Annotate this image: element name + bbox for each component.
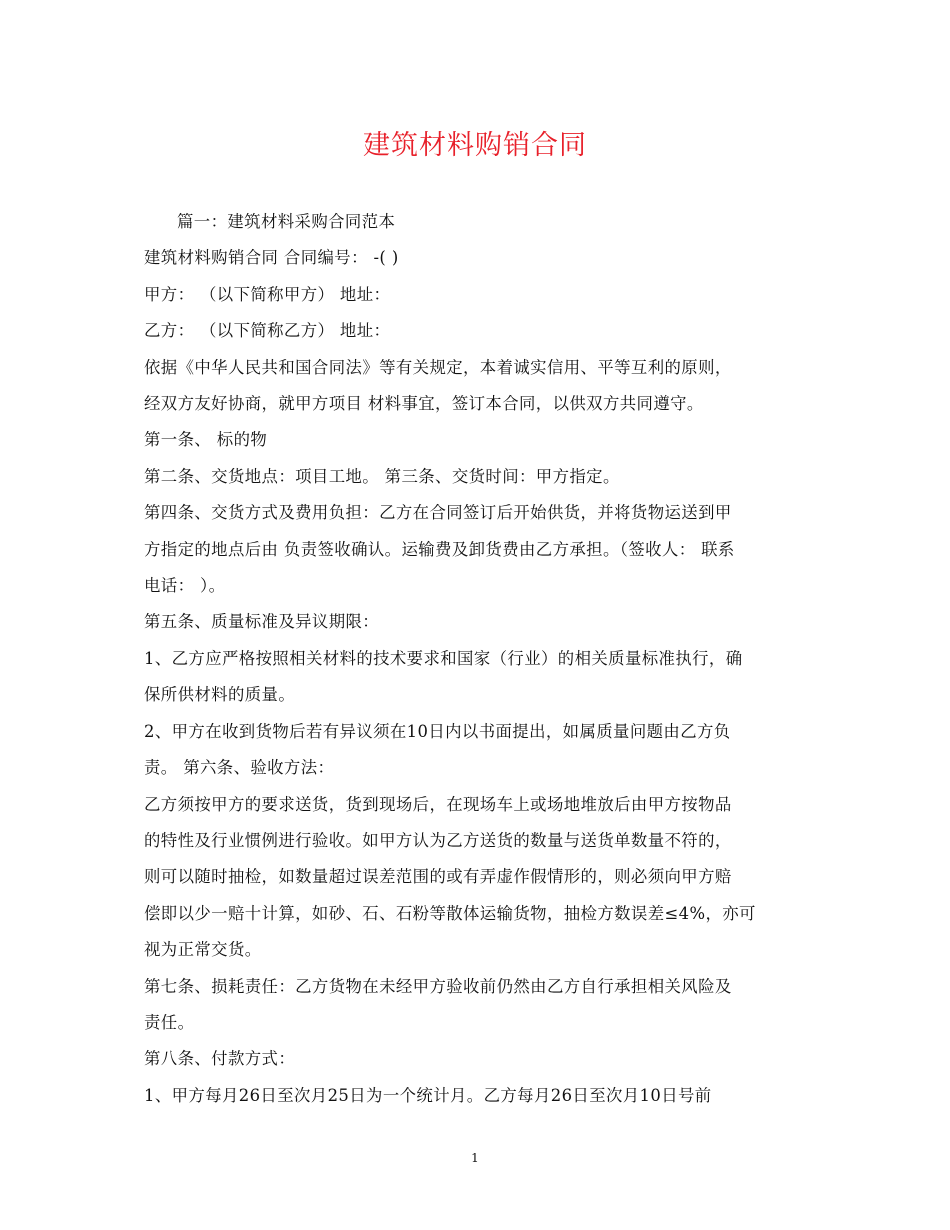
page-number: 1 — [471, 1151, 479, 1165]
clause-line: 第二条、交货地点：项目工地。 第三条、交货时间：甲方指定。 — [144, 466, 620, 486]
clause-line: 第四条、交货方式及费用负担：乙方在合同签订后开始供货，并将货物运送到甲 — [144, 503, 732, 523]
body-line: 1、乙方应严格按照相关材料的技术要求和国家（行业）的相关质量标准执行，确 — [144, 648, 743, 668]
body-line: 则可以随时抽检，如数量超过误差范围的或有弄虚作假情形的，则必须向甲方赔 — [144, 867, 732, 887]
party-a-line: 甲方： （以下简称甲方） 地址： — [144, 284, 391, 304]
clause-line: 第一条、 标的物 — [144, 430, 268, 450]
clause-line: 第七条、损耗责任：乙方货物在未经甲方验收前仍然由乙方自行承担相关风险及 — [144, 976, 732, 996]
body-line: 1、甲方每月26日至次月25日为一个统计月。乙方每月26日至次月10日号前 — [144, 1085, 712, 1105]
body-line: 的特性及行业惯例进行验收。如甲方认为乙方送货的数量与送货单数量不符的， — [144, 830, 732, 850]
body-line: 视为正常交货。 — [144, 940, 262, 960]
clause-line: 第五条、质量标准及异议期限： — [144, 612, 380, 632]
body-line: 经双方友好协商，就甲方项目 材料事宜，签订本合同，以供双方共同遵守。 — [144, 394, 704, 414]
body-line: 乙方须按甲方的要求送货，货到现场后，在现场车上或场地堆放后由甲方按物品 — [144, 794, 732, 814]
body-line: 方指定的地点后由 负责签收确认。运输费及卸货费由乙方承担。（签收人： 联系 — [144, 539, 735, 559]
body-line: 责。 第六条、验收方法： — [144, 758, 335, 778]
clause-line: 第八条、付款方式： — [144, 1049, 296, 1069]
body-line: 2、甲方在收到货物后若有异议须在10日内以书面提出，如属质量问题由乙方负 — [144, 721, 731, 741]
body-line: 责任。 — [144, 1012, 195, 1032]
body-line: 依据《中华人民共和国合同法》等有关规定，本着诚实信用、平等互利的原则， — [144, 357, 732, 377]
document-body — [144, 204, 804, 1114]
body-line: 偿即以少一赔十计算，如砂、石、石粉等散体运输货物，抽检方数误差≤4%，亦可 — [144, 903, 756, 923]
contract-number-line: 建筑材料购销合同 合同编号： -( ) — [144, 248, 399, 268]
party-b-line: 乙方： （以下简称乙方） 地址： — [144, 321, 391, 341]
body-line: 电话： ）。 — [144, 576, 226, 596]
body-line: 保所供材料的质量。 — [144, 685, 296, 705]
section-heading: 篇一：建筑材料采购合同范本 — [177, 212, 396, 231]
document-title: 建筑材料购销合同 — [363, 130, 587, 161]
